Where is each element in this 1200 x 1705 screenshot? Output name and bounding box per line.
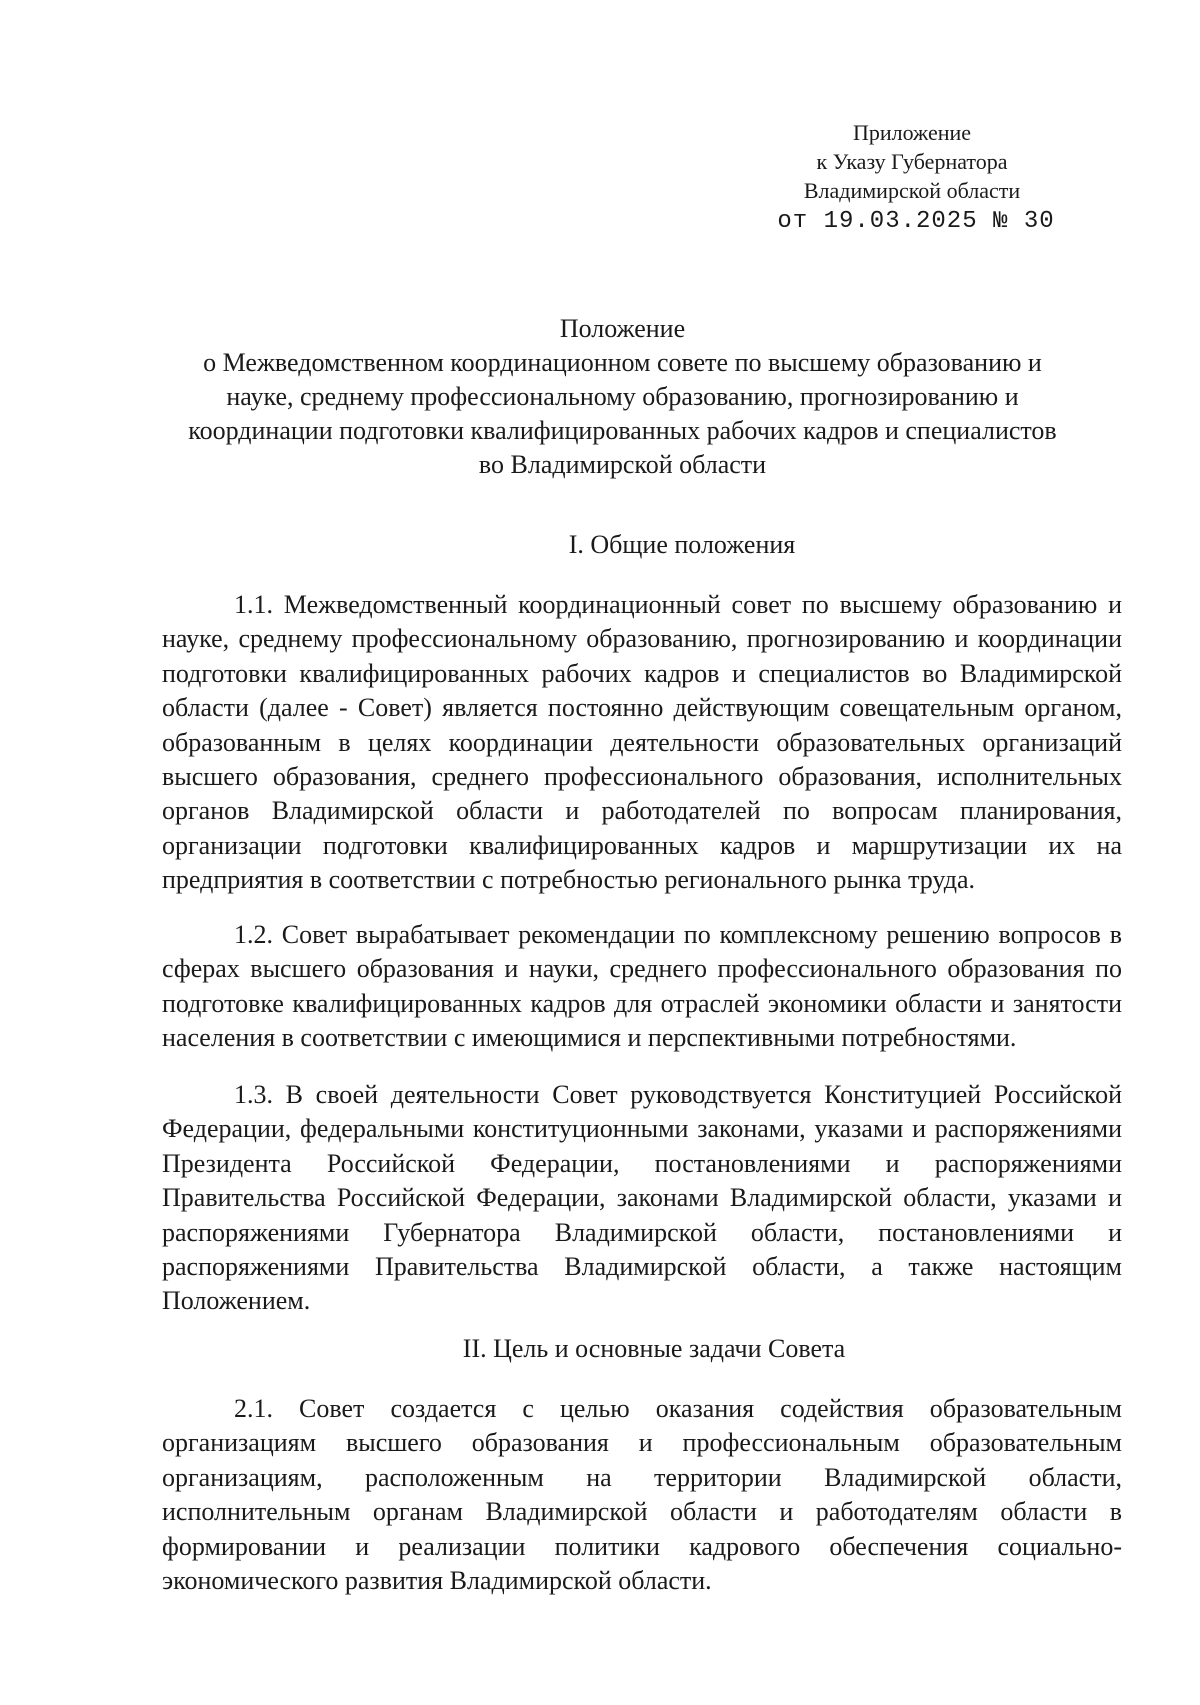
title-line-5: во Владимирской области — [478, 450, 767, 479]
title-line-2: о Межведомственном координационном совете по высшему образованию и — [203, 348, 1042, 377]
paragraph-2-1: 2.1. Совет создается с целью оказания содействия образовательным организациям высшего образования и профессиональным образовательным организациям, расположенным на территории Владимирской области, исполнительным органам Владимирской области и работодателям области в формировании и реализации политики кадрового обеспечения социально-экономического развития Владимирской области. — [162, 1394, 1122, 1596]
paragraph-1-1: 1.1. Межведомственный координационный совет по высшему образованию и науке, среднему профессиональному образованию, прогнозированию и координации подготовки квалифицированных рабочих кадров и специалистов во Владимирской области (далее - Совет) является постоянно действующим совещательным органом, образованным в целях координации деятельности образовательных организаций высшего образования, среднего профессионального образования, исполнительных органов Владимирской области и работодателей по вопросам планирования, организации подготовки квалифицированных кадров и маршрутизации их на предприятия в соответствии с потребностью регионального рынка труда. — [162, 590, 1122, 895]
section-heading-goals: II. Цель и основные задачи Совета — [462, 1334, 846, 1363]
annex-date-number: от 19.03.2025 № 30 — [777, 208, 1055, 235]
annex-label: Приложение — [852, 120, 972, 145]
annex-region: Владимирской области — [803, 178, 1021, 203]
annex-block — [752, 118, 1072, 236]
title-line-1: Положение — [559, 314, 686, 343]
document-title — [130, 312, 1115, 482]
paragraph-1-3: 1.3. В своей деятельности Совет руководствуется Конституцией Российской Федерации, федеральными конституционными законами, указами и распоряжениями Президента Российской Федерации, постановлениями и распоряжениями Правительства Российской Федерации, законами Владимирской области, указами и распоряжениями Губернатора Владимирской области, постановлениями и распоряжениями Правительства Владимирской области, а также настоящим Положением. — [162, 1080, 1122, 1316]
paragraph-1-2: 1.2. Совет вырабатывает рекомендации по комплексному решению вопросов в сферах высшего образования и науки, среднего профессионального образования по подготовке квалифицированных кадров для отраслей экономики области и занятости населения в соответствии с имеющимися и перспективными потребностями. — [162, 920, 1122, 1053]
title-line-4: координации подготовки квалифицированных рабочих кадров и специалистов — [188, 416, 1057, 445]
annex-decree-ref: к Указу Губернатора — [816, 149, 1008, 174]
title-line-3: науке, среднему профессиональному образованию, прогнозированию и — [226, 382, 1019, 411]
section-heading-general: I. Общие положения — [568, 530, 796, 559]
